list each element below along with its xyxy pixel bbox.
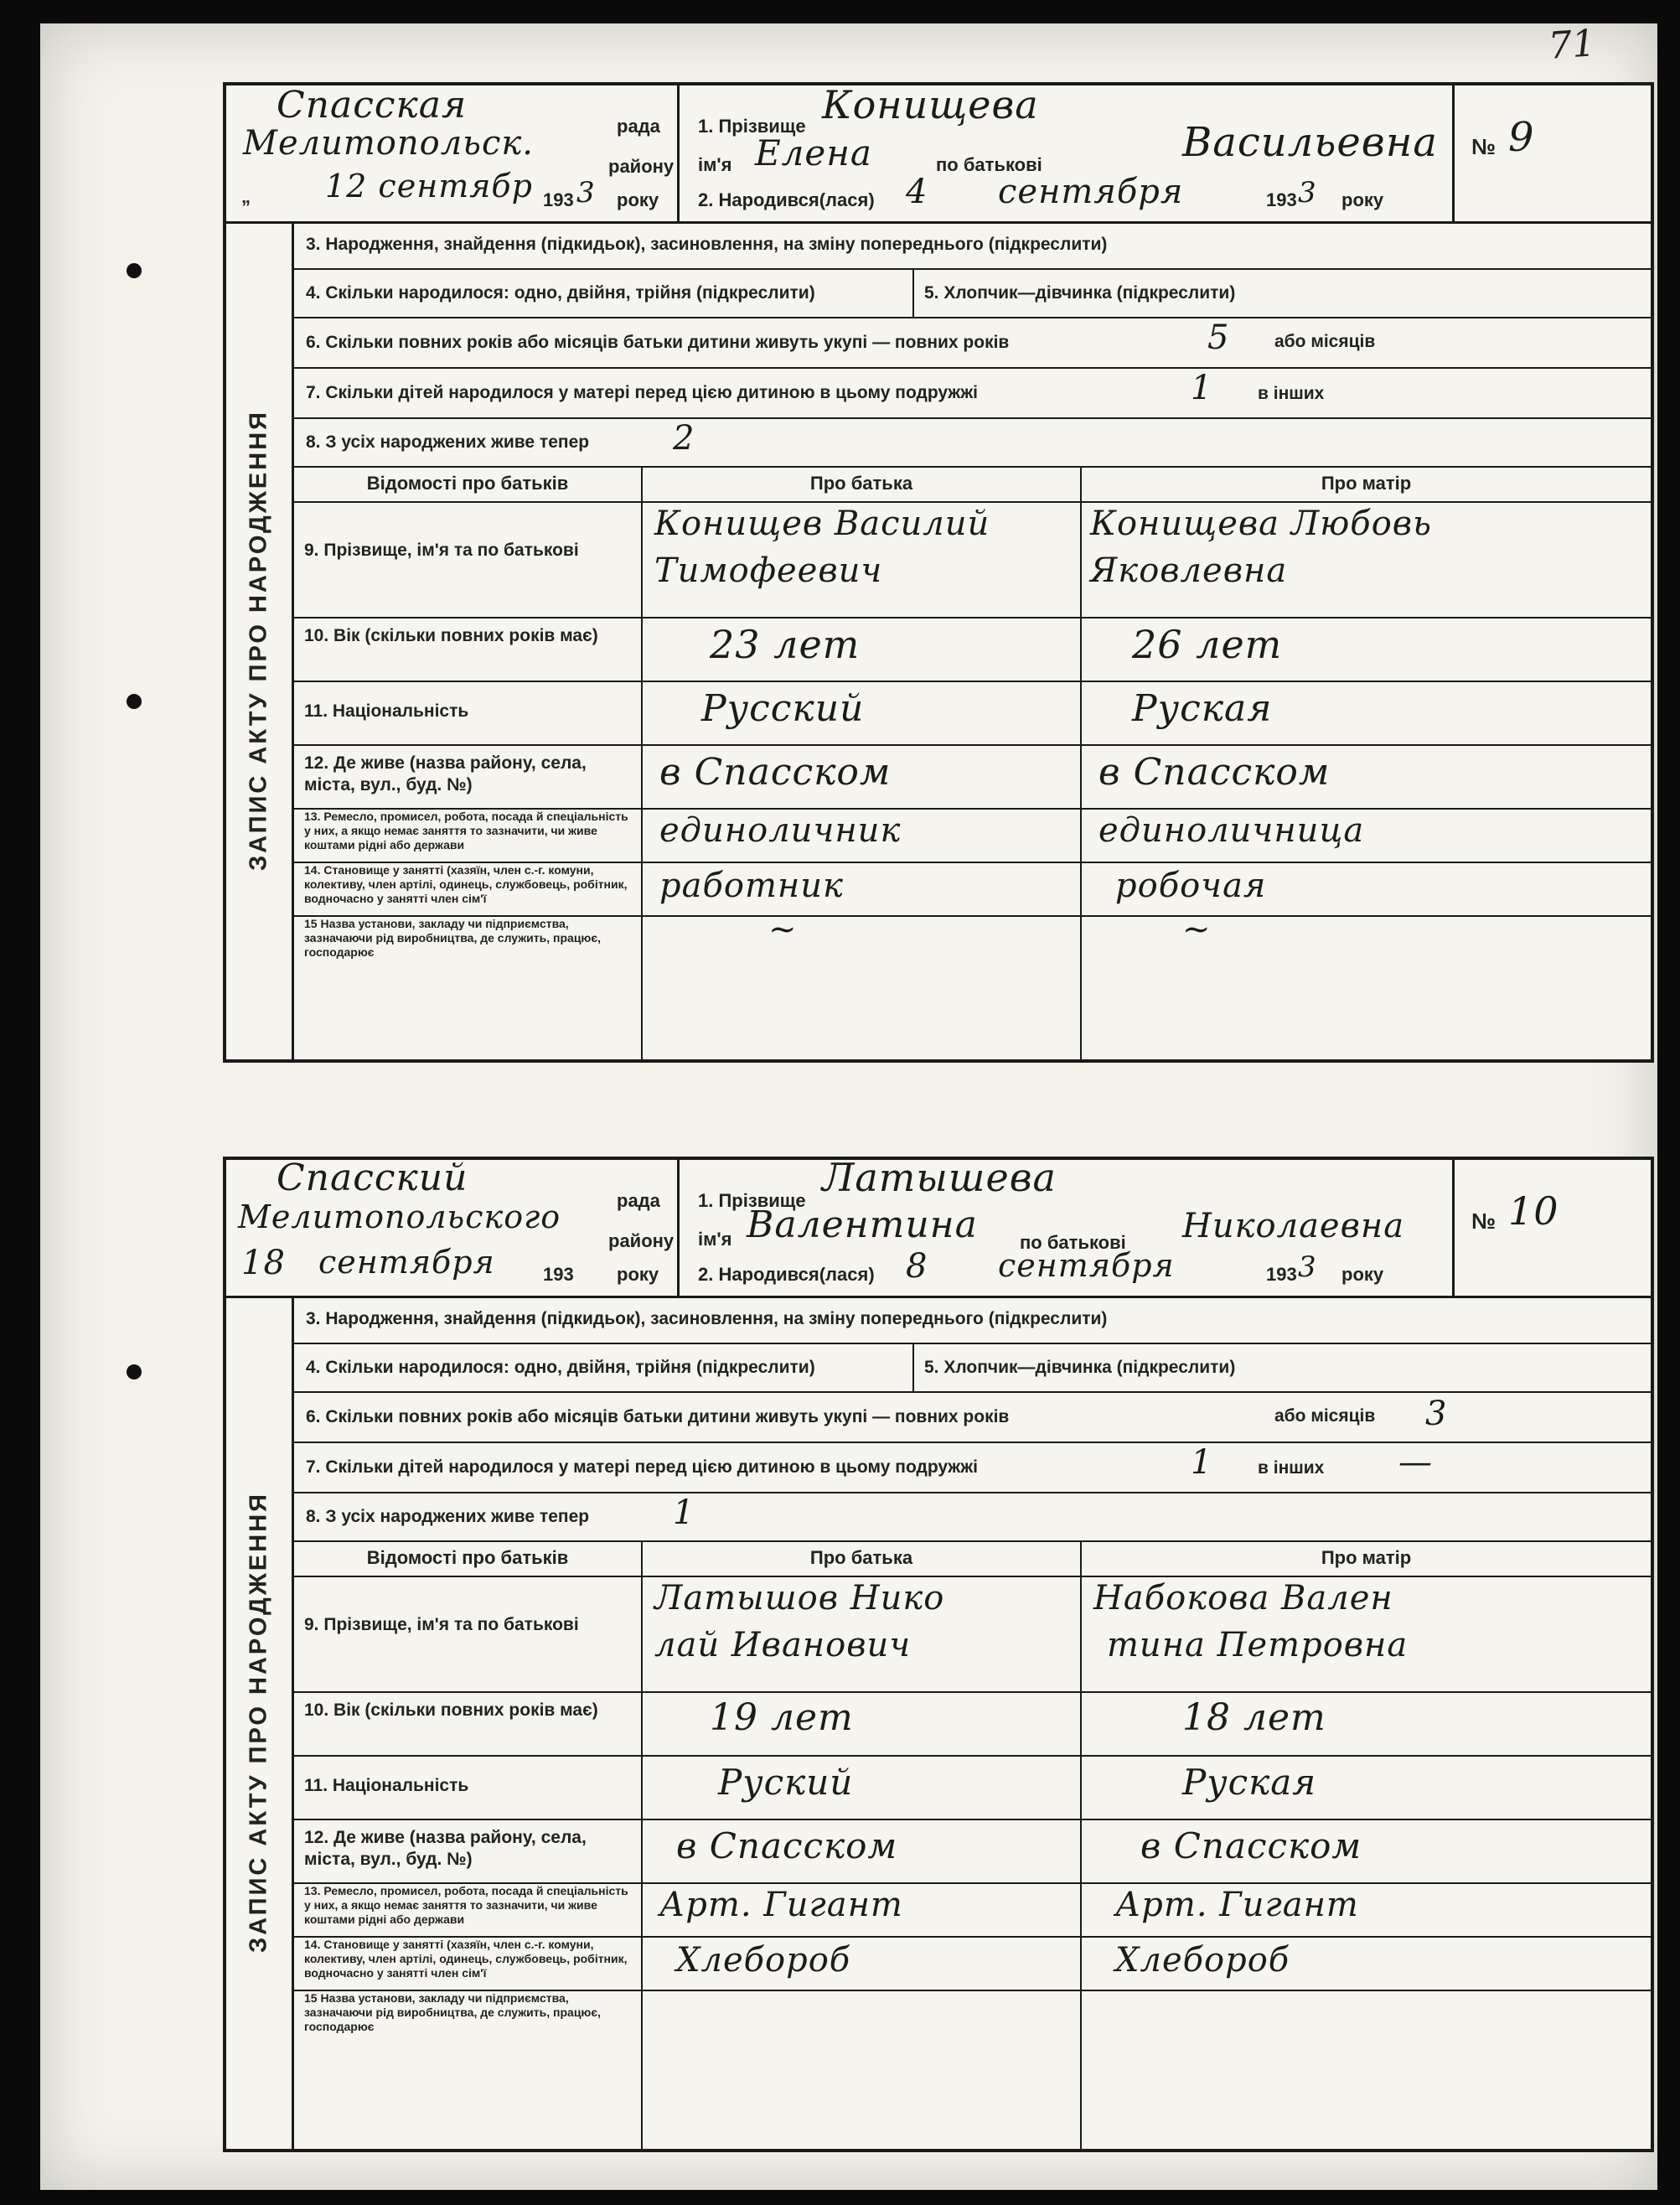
q6-label: 6. Скільки повних років або місяців батьки дитини живуть укупі — повних років: [306, 1407, 1010, 1426]
record-body: [294, 1296, 1651, 2149]
child-name: Елена: [755, 132, 872, 173]
child-patronymic: Васильевна: [1182, 119, 1438, 166]
row-q7: [294, 1443, 1651, 1493]
record-body: [294, 221, 1651, 1059]
name-label: ім'я: [698, 154, 732, 175]
rayon-value: Мелитопольского: [238, 1198, 561, 1235]
name-label: ім'я: [698, 1229, 732, 1250]
row-q3: [294, 221, 1651, 270]
father-header: Про батька: [809, 473, 913, 494]
father-column: [643, 468, 1082, 1059]
row-q8: [294, 1493, 1651, 1542]
mother-occupation: Арт. Гигант: [1115, 1886, 1359, 1924]
side-title-text: ЗАПИС АКТУ ПРО НАРОДЖЕННЯ: [245, 410, 272, 871]
row-q8: [294, 419, 1651, 468]
q7-other-label: в інших: [1258, 384, 1325, 403]
birth-year-digit: 3: [1298, 176, 1317, 210]
q11-label: 11. Національність: [304, 1776, 469, 1795]
punch-hole-2: [127, 694, 142, 709]
born-label: 2. Народився(лася): [698, 1264, 875, 1285]
q8-label: 8. З усіх народжених живе тепер: [306, 432, 590, 452]
birth-month: сентября: [998, 173, 1184, 211]
q5-label: 5. Хлопчик—дівчинка (підкреслити): [924, 1358, 1236, 1377]
mother-age: 26 лет: [1132, 622, 1283, 667]
q12-label: 12. Де живе (назва району, села, міста, вул., буд. №): [304, 753, 587, 795]
father-column: [643, 1542, 1082, 2149]
row-q6: [294, 1393, 1651, 1443]
mother-age: 18 лет: [1182, 1696, 1326, 1739]
registration-date: 12 сентябр: [325, 168, 533, 204]
child-surname: Конищева: [822, 82, 1039, 127]
q6-months-label: або місяців: [1274, 332, 1376, 351]
q4-label: 4. Скільки народилося: одно, двійня, трійня (підкреслити): [306, 283, 815, 303]
q8-label: 8. З усіх народжених живе тепер: [306, 1507, 590, 1526]
birth-year-label: року: [1341, 1264, 1384, 1285]
q11-label: 11. Національність: [304, 701, 469, 721]
father-nationality: Русский: [701, 687, 865, 730]
q4-q5-divider: [912, 1344, 914, 1391]
q7-other-value: —: [1398, 1443, 1433, 1482]
record-number-block: [1455, 1160, 1651, 1296]
record-number: 9: [1508, 114, 1535, 161]
q6-months-label: або місяців: [1274, 1406, 1376, 1426]
header-registry-block: [226, 1157, 680, 1296]
q7-label: 7. Скільки дітей народилося у матері перед цією дитиною в цьому подружжі: [306, 1457, 978, 1477]
surname-label: 1. Прізвище: [698, 116, 806, 137]
parents-table: [294, 1542, 1651, 2149]
q8-value: 1: [673, 1493, 695, 1532]
father-position: работник: [659, 867, 844, 905]
mother-name-line2: тина Петровна: [1107, 1626, 1409, 1664]
sheet-number: 71: [1547, 22, 1597, 68]
year-label: року: [617, 1264, 659, 1285]
q7-label: 7. Скільки дітей народилося у матері перед цією дитиною в цьому подружжі: [306, 383, 978, 402]
year-prefix: 193: [543, 189, 574, 210]
rayon-label: району: [608, 1230, 675, 1251]
born-label: 2. Народився(лася): [698, 189, 875, 210]
mother-header: Про матір: [1321, 473, 1412, 494]
year-label: року: [617, 189, 659, 210]
father-q15-dash: ~: [768, 910, 798, 949]
mother-residence: в Спасском: [1140, 1825, 1362, 1866]
record-number-block: [1455, 85, 1651, 221]
parents-labels-column: [294, 468, 643, 1059]
q3-label: 3. Народження, знайдення (підкидьок), засиновлення, на зміну попереднього (підкреслити): [306, 1309, 1108, 1328]
mother-header: Про матір: [1321, 1547, 1412, 1568]
rada-value: Спасская: [277, 84, 468, 127]
q9-label: 9. Прізвище, ім'я та по батькові: [304, 1615, 579, 1634]
rayon-label: району: [608, 156, 675, 177]
parents-table: [294, 468, 1651, 1059]
number-label: №: [1471, 1209, 1496, 1234]
rada-label: рада: [617, 1190, 660, 1211]
q10-label: 10. Вік (скільки повних років має): [304, 1700, 598, 1720]
mother-nationality: Руская: [1182, 1762, 1317, 1803]
side-title: [226, 1296, 294, 2149]
mother-column: [1082, 468, 1651, 1059]
parents-header: Відомості про батьків: [366, 473, 569, 494]
birth-year-digit: 3: [1298, 1250, 1317, 1284]
row-q3: [294, 1296, 1651, 1344]
mother-nationality: Руская: [1132, 687, 1273, 730]
row-q4-q5: [294, 270, 1651, 318]
father-name-line1: Конищев Василий: [654, 505, 990, 543]
father-position: Хлебороб: [676, 1941, 851, 1980]
q6-months-value: 3: [1425, 1395, 1448, 1433]
date-prefix: „: [241, 186, 251, 207]
mother-name-line2: Яковлевна: [1090, 551, 1288, 590]
row-q7: [294, 369, 1651, 419]
child-name: Валентина: [747, 1203, 978, 1246]
q12-label: 12. Де живе (назва району, села, міста, вул., буд. №): [304, 1828, 587, 1869]
mother-name-line1: Набокова Вален: [1093, 1579, 1393, 1618]
header-child-block: [680, 1155, 1455, 1296]
q15-label: 15 Назва установи, закладу чи підприємства, зазначаючи рід виробництва, де служить, працює, господарює: [304, 1991, 602, 2033]
q13-label: 13. Ремесло, промисел, робота, посада й спеціальність у них, а якщо немає заняття то зазначити, чи живе коштами рідні або держави: [304, 1884, 628, 1926]
registration-date: сентября: [318, 1244, 495, 1281]
rayon-value: Мелитопольск.: [243, 124, 534, 163]
mother-residence: в Спасском: [1098, 751, 1331, 794]
q4-q5-divider: [912, 270, 914, 317]
birth-month: сентября: [998, 1247, 1175, 1284]
child-surname: Латышева: [822, 1155, 1057, 1200]
patronymic-label: по батькові: [936, 154, 1042, 175]
q15-label: 15 Назва установи, закладу чи підприємства, зазначаючи рід виробництва, де служить, працює, господарює: [304, 917, 602, 959]
q6-years-value: 5: [1207, 318, 1230, 357]
mother-position: Хлебороб: [1115, 1941, 1290, 1980]
rada-label: рада: [617, 116, 660, 137]
row-q4-q5: [294, 1344, 1651, 1393]
father-age: 23 лет: [710, 622, 861, 667]
q5-label: 5. Хлопчик—дівчинка (підкреслити): [924, 283, 1236, 303]
header-child-block: [680, 82, 1455, 221]
father-header: Про батька: [809, 1547, 913, 1568]
father-occupation: Арт. Гигант: [659, 1886, 903, 1924]
side-title-text: ЗАПИС АКТУ ПРО НАРОДЖЕННЯ: [245, 1492, 272, 1953]
parents-labels-column: [294, 1542, 643, 2149]
q14-label: 14. Становище у занятті (хазяїн, член с.-г. комуни, колективу, член артілі, одинець, службовець, робітник, водночасно у занятті член сім'ї: [304, 863, 628, 905]
punch-hole-1: [127, 263, 142, 278]
birth-year-prefix: 193: [1266, 1264, 1297, 1285]
q7-value: 1: [1191, 369, 1213, 407]
q7-other-label: в інших: [1258, 1458, 1325, 1478]
birth-day: 4: [906, 173, 928, 211]
year-prefix: 193: [543, 1264, 574, 1285]
child-patronymic: Николаевна: [1182, 1207, 1405, 1245]
row-q6: [294, 318, 1651, 369]
patronymic-label: по батькові: [1020, 1232, 1126, 1253]
q10-label: 10. Вік (скільки повних років має): [304, 626, 598, 645]
father-name-line1: Латышов Нико: [654, 1579, 945, 1618]
surname-label: 1. Прізвище: [698, 1190, 806, 1211]
parents-header: Відомості про батьків: [366, 1547, 569, 1568]
father-occupation: единоличник: [659, 811, 902, 850]
header-registry-block: [226, 85, 680, 221]
q3-label: 3. Народження, знайдення (підкидьок), засиновлення, на зміну попереднього (підкреслити): [306, 235, 1108, 254]
record-header: [226, 82, 1651, 224]
birth-record-form-1: [223, 82, 1654, 1063]
q7-value: 1: [1191, 1443, 1213, 1482]
archive-page: [40, 23, 1657, 2190]
q14-label: 14. Становище у занятті (хазяїн, член с.-г. комуни, колективу, член артілі, одинець, службовець, робітник, водночасно у занятті член сім'ї: [304, 1938, 628, 1980]
mother-name-line1: Конищева Любовь: [1090, 505, 1432, 543]
q13-label: 13. Ремесло, промисел, робота, посада й спеціальність у них, а якщо немає заняття то зазначити, чи живе коштами рідні або держави: [304, 810, 628, 851]
rada-value: Спасский: [277, 1157, 468, 1199]
q6-label: 6. Скільки повних років або місяців батьки дитини живуть укупі — повних років: [306, 333, 1010, 352]
number-label: №: [1471, 134, 1496, 159]
side-title: [226, 221, 294, 1059]
father-nationality: Руский: [718, 1762, 854, 1803]
father-age: 19 лет: [710, 1696, 854, 1739]
birth-record-form-2: [223, 1157, 1654, 2152]
mother-q15-dash: ~: [1182, 910, 1212, 949]
record-header: [226, 1155, 1651, 1298]
mother-position: робочая: [1115, 867, 1267, 905]
record-number: 10: [1508, 1188, 1559, 1234]
mother-occupation: единоличница: [1098, 811, 1365, 850]
birth-day: 8: [906, 1247, 928, 1286]
q8-value: 2: [673, 419, 695, 458]
birth-year-prefix: 193: [1266, 189, 1297, 210]
q4-label: 4. Скільки народилося: одно, двійня, трійня (підкреслити): [306, 1358, 815, 1377]
mother-column: [1082, 1542, 1651, 2149]
punch-hole-3: [127, 1364, 142, 1379]
year-digit: 3: [576, 176, 596, 210]
q9-label: 9. Прізвище, ім'я та по батькові: [304, 541, 579, 560]
father-name-line2: Тимофеевич: [654, 551, 883, 590]
registration-day: 18: [241, 1244, 286, 1282]
father-residence: в Спасском: [659, 751, 892, 794]
father-name-line2: лай Иванович: [654, 1626, 912, 1664]
birth-year-label: року: [1341, 189, 1384, 210]
father-residence: в Спасском: [676, 1825, 898, 1866]
